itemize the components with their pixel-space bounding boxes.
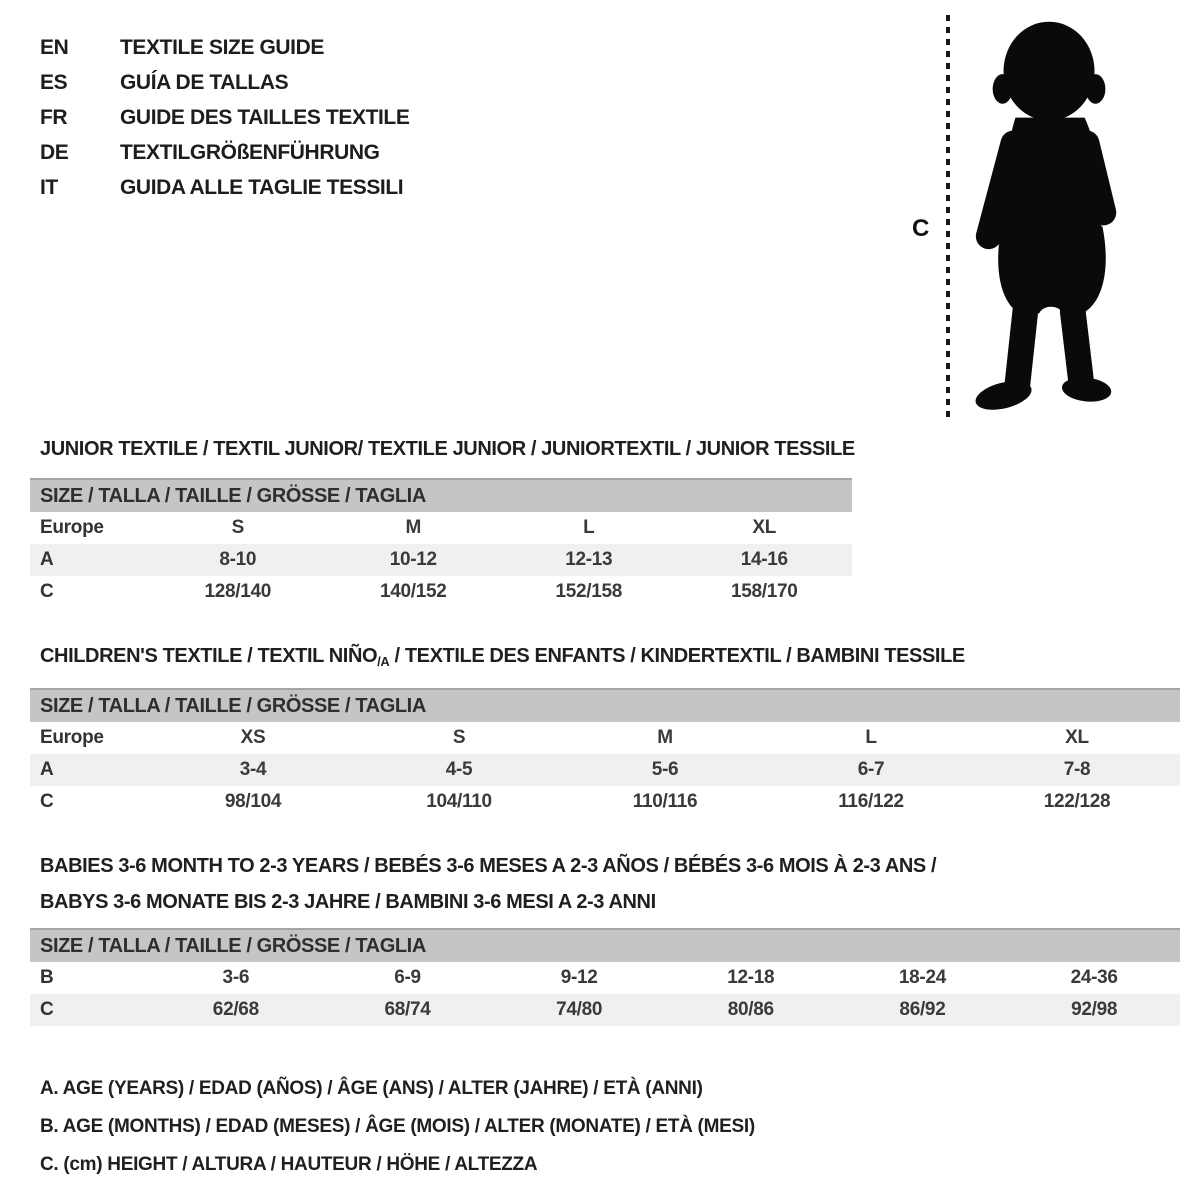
- size-cell: L: [865, 727, 877, 748]
- height-measure-label: C: [912, 215, 930, 242]
- table-row-europe: [30, 722, 1180, 754]
- table-row-height: [30, 786, 1180, 818]
- section-heading-junior: JUNIOR TEXTILE / TEXTIL JUNIOR/ TEXTILE JUNIOR / JUNIORTEXTIL / JUNIOR TESSILE: [40, 438, 855, 460]
- size-cell: 74/80: [556, 999, 603, 1020]
- size-cell: 14-16: [740, 549, 788, 570]
- legend-line-c: C. (cm) HEIGHT / ALTURA / HAUTEUR / HÖHE / ALTEZZA: [40, 1154, 538, 1175]
- section-heading-babies: [40, 848, 936, 920]
- size-table-babies: [30, 928, 1180, 1026]
- size-cell: S: [452, 727, 466, 748]
- legend-line-a: A. AGE (YEARS) / EDAD (AÑOS) / ÂGE (ANS) / ALTER (JAHRE) / ETÀ (ANNI): [40, 1078, 703, 1099]
- heading-subscript: /A: [377, 654, 390, 669]
- language-code: EN: [40, 35, 69, 59]
- language-row-es: [40, 65, 409, 100]
- language-row-de: [40, 135, 409, 170]
- size-cell: 68/74: [384, 999, 431, 1020]
- size-cell: 9-12: [560, 967, 598, 988]
- size-cell: 98/104: [224, 791, 282, 812]
- legend-line-b: B. AGE (MONTHS) / EDAD (MESES) / ÂGE (MOIS) / ALTER (MONATE) / ETÀ (MESI): [40, 1116, 755, 1137]
- row-label-cell: Europe: [40, 727, 104, 748]
- table-row-age-months: [30, 962, 1180, 994]
- size-cell: 128/140: [204, 581, 272, 602]
- size-cell: 152/158: [555, 581, 623, 602]
- size-cell: 3-4: [239, 759, 267, 780]
- size-cell: 140/152: [379, 581, 447, 602]
- table-row-height: [30, 576, 852, 608]
- language-title: TEXTILE SIZE GUIDE: [120, 35, 324, 59]
- language-code: FR: [40, 105, 68, 129]
- size-cell: 80/86: [727, 999, 774, 1020]
- size-cell: 12-18: [727, 967, 775, 988]
- height-measure-figure: [900, 0, 1200, 440]
- size-cell: 110/116: [632, 791, 698, 812]
- row-label-cell: C: [40, 791, 54, 812]
- size-cell: 6-7: [857, 759, 885, 780]
- size-cell: 116/122: [838, 791, 904, 812]
- size-cell: S: [231, 517, 244, 538]
- size-cell: 4-5: [445, 759, 473, 780]
- junior-size-table: [30, 512, 852, 608]
- size-cell: 104/110: [426, 791, 492, 812]
- language-row-fr: [40, 100, 409, 135]
- size-cell: 7-8: [1063, 759, 1091, 780]
- size-table-children: [30, 688, 1180, 818]
- size-cell: 122/128: [1043, 791, 1111, 812]
- size-cell: M: [657, 727, 673, 748]
- language-code: ES: [40, 70, 68, 94]
- size-cell: 3-6: [222, 967, 250, 988]
- size-cell: 5-6: [651, 759, 679, 780]
- size-cell: XL: [752, 517, 777, 538]
- table-row-europe: [30, 512, 852, 544]
- table-row-age-years: [30, 754, 1180, 786]
- babies-size-table: [30, 962, 1180, 1026]
- language-title: TEXTILGRÖßENFÜHRUNG: [120, 140, 380, 164]
- toddler-silhouette-icon: [962, 16, 1140, 418]
- language-row-it: [40, 170, 409, 205]
- language-title: GUIDE DES TAILLES TEXTILE: [120, 105, 410, 129]
- heading-line-2: BABYS 3-6 MONATE BIS 2-3 JAHRE / BAMBINI 3-6 MESI A 2-3 ANNI: [40, 891, 656, 913]
- heading-text: / TEXTILE DES ENFANTS / KINDERTEXTIL / BAMBINI TESSILE: [389, 645, 965, 667]
- row-label-cell: B: [40, 967, 54, 988]
- size-cell: XL: [1065, 727, 1089, 748]
- heading-text: CHILDREN'S TEXTILE / TEXTIL NIÑO: [40, 645, 378, 667]
- table-row-height: [30, 994, 1180, 1026]
- size-cell: M: [405, 517, 422, 538]
- row-label-cell: Europe: [40, 517, 104, 538]
- size-cell: 18-24: [898, 967, 946, 988]
- size-table-junior: [30, 478, 852, 608]
- row-label-cell: C: [40, 581, 54, 602]
- table-header-size: SIZE / TALLA / TAILLE / GRÖSSE / TAGLIA: [30, 928, 1180, 962]
- table-header-size: SIZE / TALLA / TAILLE / GRÖSSE / TAGLIA: [30, 478, 852, 512]
- row-label-cell: C: [40, 999, 54, 1020]
- size-cell: XS: [240, 727, 266, 748]
- size-cell: 24-36: [1070, 967, 1118, 988]
- size-cell: 6-9: [394, 967, 421, 988]
- table-row-age-years: [30, 544, 852, 576]
- language-title: GUIDA ALLE TAGLIE TESSILI: [120, 175, 404, 199]
- table-header-size: SIZE / TALLA / TAILLE / GRÖSSE / TAGLIA: [30, 688, 1180, 722]
- size-cell: L: [583, 517, 595, 538]
- row-label-cell: A: [40, 759, 54, 780]
- row-label-cell: A: [40, 549, 54, 570]
- section-heading-children: [40, 645, 965, 668]
- language-code: DE: [40, 140, 69, 164]
- heading-line-1: BABIES 3-6 MONTH TO 2-3 YEARS / BEBÉS 3-6 MESES A 2-3 AÑOS / BÉBÉS 3-6 MOIS À 2-3 ANS /: [40, 855, 937, 877]
- size-cell: 8-10: [219, 549, 257, 570]
- language-title: GUÍA DE TALLAS: [120, 70, 289, 94]
- language-code: IT: [40, 175, 58, 199]
- children-size-table: [30, 722, 1180, 818]
- language-title-list: [40, 30, 409, 205]
- size-cell: 62/68: [212, 999, 259, 1020]
- size-cell: 10-12: [389, 549, 437, 570]
- language-row-en: [40, 30, 409, 65]
- size-cell: 92/98: [1071, 999, 1118, 1020]
- size-cell: 86/92: [899, 999, 946, 1020]
- height-dashed-line: [946, 15, 950, 417]
- measure-legend: [40, 1070, 755, 1184]
- size-cell: 158/170: [730, 581, 798, 602]
- size-cell: 12-13: [565, 549, 613, 570]
